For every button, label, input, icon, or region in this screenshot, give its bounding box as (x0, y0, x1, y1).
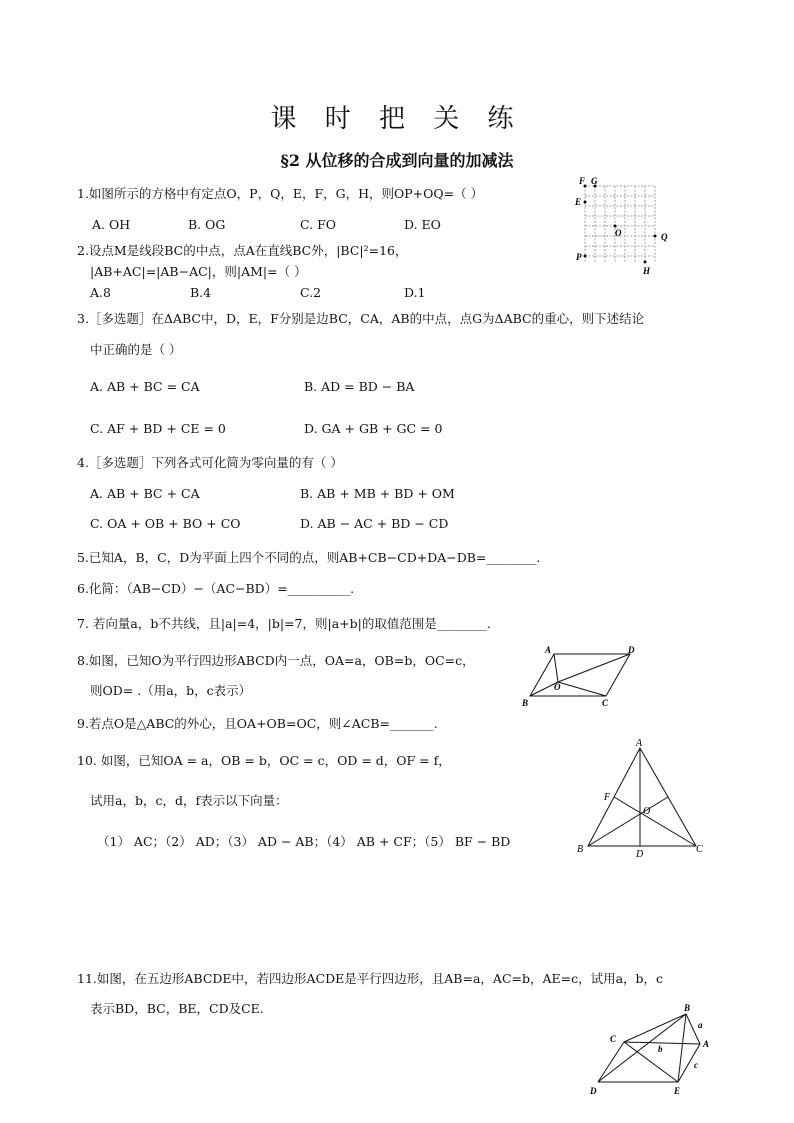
fig1-label-o: O (615, 228, 622, 238)
q7-stem: 7. 若向量a，b不共线，且|a|=4，|b|=7，则|a+b|的取值范围是________. (77, 616, 491, 631)
fig11-label-a-vec: a (698, 1020, 703, 1030)
fig11-label-d: D (590, 1086, 597, 1096)
triangle-figure (574, 736, 714, 860)
fig8-label-d: D (628, 645, 635, 655)
fig11-label-b-vec: b (658, 1044, 663, 1054)
q4-option-c: C. OA + OB + BO + CO (90, 516, 241, 531)
fig1-label-p: P (576, 252, 582, 262)
q1-option-b: B. OG (188, 217, 226, 232)
fig11-label-b: B (684, 1003, 691, 1013)
q4-option-b: B. AB + MB + BD + OM (300, 486, 455, 501)
grid-figure (573, 174, 685, 282)
q8-line2: 则OD= .（用a，b，c表示） (90, 683, 252, 698)
q3-option-b: B. AD = BD − BA (304, 379, 415, 394)
q6-stem: 6.化简：（AB−CD）−（AC−BD）=__________. (77, 581, 355, 596)
q4-option-a: A. AB + BC + CA (90, 486, 200, 501)
q1-option-a: A. OH (92, 217, 131, 232)
fig10-label-d: D (636, 849, 644, 860)
q1-stem: 1.如图所示的方格中有定点O，P，Q，E，F，G，H，则OP+OQ=（ ） (77, 186, 484, 201)
fig11-label-e: E (674, 1086, 681, 1096)
q10-line2: 试用a，b，c，d，f表示以下向量： (90, 793, 288, 808)
fig8-label-o: O (554, 682, 561, 692)
pentagon-figure (584, 1000, 716, 1100)
section-subtitle: §2 从位移的合成到向量的加减法 (280, 151, 514, 170)
fig11-label-c-vec: c (694, 1060, 698, 1070)
q2-line1: 2.设点M是线段BC的中点，点A在直线BC外，|BC|²=16， (77, 243, 408, 258)
q11-line1: 11.如图，在五边形ABCDE中，若四边形ACDE是平行四边形，且AB=a，AC=b，AE=c，试用a，b，c (77, 971, 664, 986)
fig1-label-f: F (579, 176, 586, 186)
q3-line1: 3.［多选题］在ΔABC中，D，E，F分别是边BC，CA，AB的中点，点G为ΔABC的重心，则下述结论 (77, 311, 645, 326)
fig8-label-b: B (522, 698, 529, 708)
q1-option-c: C. FO (300, 217, 336, 232)
fig8-label-c: C (602, 698, 609, 708)
fig1-label-q: Q (661, 232, 668, 242)
q3-option-d: D. GA + GB + GC = 0 (304, 421, 443, 436)
fig10-label-o: O (643, 806, 651, 817)
q1-option-d: D. EO (404, 217, 441, 232)
fig1-label-h: H (643, 266, 651, 276)
q10-line3: （1） AC；（2） AD；（3） AD − AB；（4） AB + CF；（5） BF − BD (97, 834, 511, 849)
fig11-label-c: C (610, 1034, 617, 1044)
q3-option-c: C. AF + BD + CE = 0 (90, 421, 226, 436)
q11-line2: 表示BD，BC，BE，CD及CE. (90, 1001, 264, 1016)
q2-option-b: B.4 (190, 285, 212, 300)
q2-option-c: C.2 (300, 285, 322, 300)
q3-line2: 中正确的是（ ） (90, 342, 182, 357)
q2-option-d: D.1 (404, 285, 426, 300)
fig1-label-e: E (575, 197, 582, 207)
q5-stem: 5.已知A，B，C，D为平面上四个不同的点，则AB+CB−CD+DA−DB=________. (77, 550, 541, 565)
q2-line2: |AB+AC|=|AB−AC|，则|AM|=（ ） (90, 264, 307, 279)
fig1-label-g: G (591, 176, 598, 186)
page-title: 课 时 把 关 练 (270, 104, 524, 134)
q4-stem: 4.［多选题］下列各式可化简为零向量的有（ ） (77, 455, 343, 470)
q9-stem: 9.若点O是△ABC的外心，且OA+OB=OC，则∠ACB=_______. (77, 716, 438, 731)
fig10-label-f: F (604, 792, 611, 803)
q8-line1: 8.如图，已知O为平行四边形ABCD内一点，OA=a，OB=b，OC=c， (77, 653, 475, 668)
parallelogram-figure (518, 642, 643, 710)
q2-option-a: A.8 (90, 285, 111, 300)
fig10-label-c: C (696, 844, 703, 855)
q4-option-d: D. AB − AC + BD − CD (300, 516, 449, 531)
fig8-label-a: A (545, 645, 552, 655)
fig11-label-a: A (703, 1039, 710, 1049)
fig10-label-b: B (577, 844, 584, 855)
q3-option-a: A. AB + BC = CA (90, 379, 200, 394)
fig10-label-a: A (636, 738, 643, 749)
q10-line1: 10. 如图，已知OA = a，OB = b，OC = c，OD = d，OF = f， (77, 753, 451, 768)
